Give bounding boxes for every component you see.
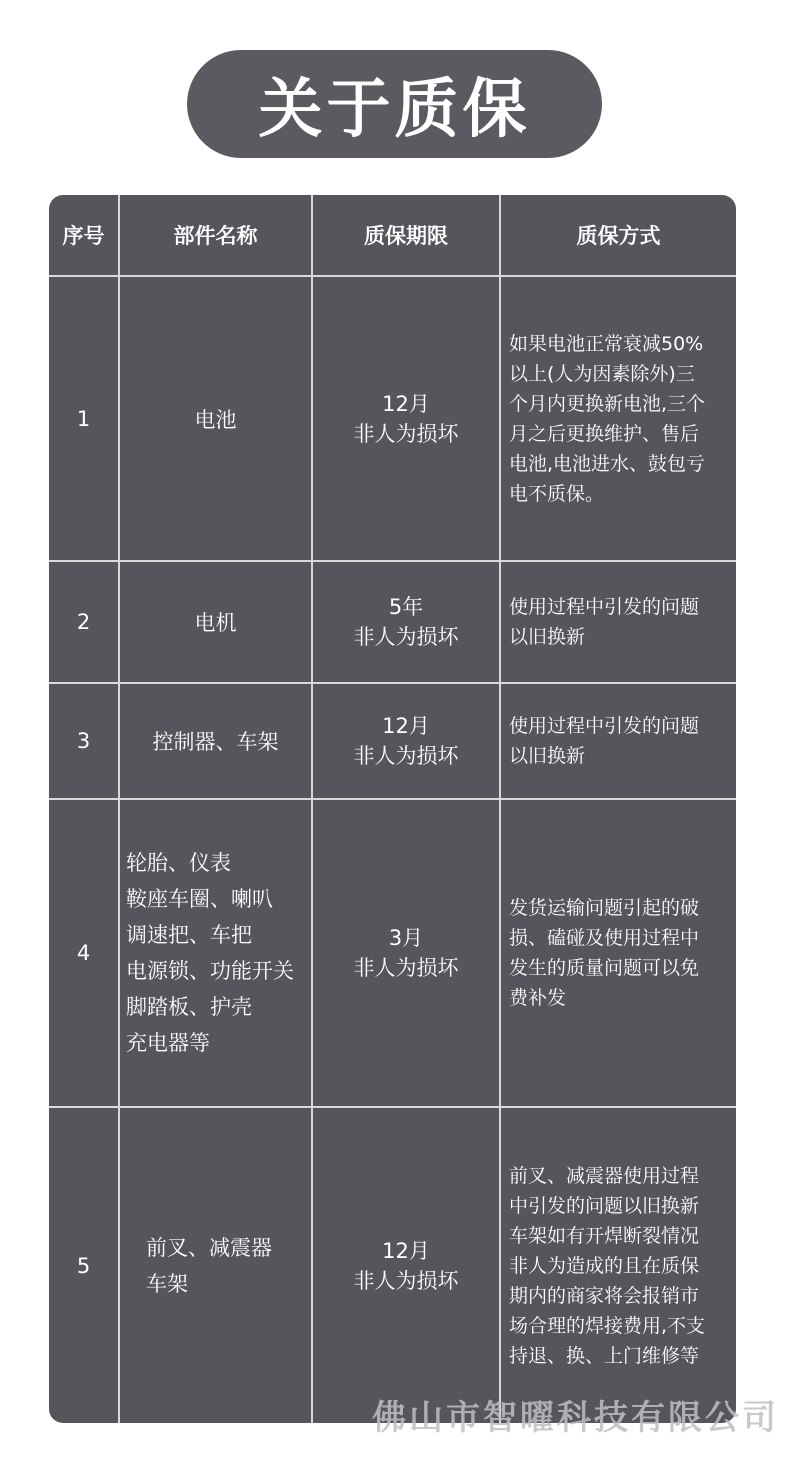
method-line: 车架如有开焊断裂情况 — [509, 1224, 700, 1247]
period-duration: 12月 — [382, 714, 430, 738]
warranty-method-cell — [500, 1107, 736, 1423]
company-watermark: 佛山市智曜科技有限公司 — [372, 1398, 779, 1438]
table-row — [49, 276, 736, 561]
part-name-line: 轮胎、仪表 — [126, 851, 231, 875]
warranty-table — [49, 195, 736, 1423]
row-number: 1 — [49, 276, 119, 561]
method-line: 前叉、减震器使用过程 — [509, 1164, 700, 1187]
method-line: 使用过程中引发的问题 — [509, 596, 700, 618]
row-number: 4 — [49, 799, 119, 1107]
period-condition: 非人为损坏 — [353, 421, 459, 446]
method-line: 个月内更换新电池,三个 — [509, 392, 706, 415]
header-warranty-period: 质保期限 — [312, 195, 500, 276]
part-name-cell — [119, 683, 312, 799]
period-duration: 12月 — [382, 391, 430, 416]
method-line: 损、磕碰及使用过程中 — [509, 927, 700, 949]
part-name-line: 脚踏板、护壳 — [126, 995, 252, 1019]
warranty-table-container — [49, 195, 736, 1423]
part-name-line: 电机 — [194, 611, 237, 635]
title-banner — [187, 50, 602, 158]
period-condition: 非人为损坏 — [353, 625, 459, 649]
period-duration: 5年 — [388, 595, 424, 619]
method-line: 电池,电池进水、鼓包亏 — [509, 452, 706, 475]
method-line: 如果电池正常衰减50% — [509, 332, 704, 355]
warranty-period-cell — [312, 561, 500, 683]
header-number: 序号 — [49, 195, 119, 276]
warranty-method-cell — [500, 799, 736, 1107]
period-condition: 非人为损坏 — [353, 956, 459, 980]
warranty-method-cell — [500, 683, 736, 799]
table-header-row — [49, 195, 736, 276]
table-row — [49, 561, 736, 683]
part-name-line: 电池 — [194, 407, 237, 432]
part-name-cell — [119, 276, 312, 561]
row-number: 3 — [49, 683, 119, 799]
method-line: 期内的商家将会报销市 — [509, 1284, 700, 1307]
period-condition: 非人为损坏 — [353, 744, 459, 768]
part-name-line: 鞍座车圈、喇叭 — [126, 887, 273, 911]
period-duration: 12月 — [382, 1238, 430, 1263]
method-line: 使用过程中引发的问题 — [509, 715, 700, 737]
table-row — [49, 799, 736, 1107]
row-number: 2 — [49, 561, 119, 683]
method-line: 发货运输问题引起的破 — [509, 897, 700, 919]
part-name-line: 电源锁、功能开关 — [126, 959, 294, 983]
method-line: 电不质保。 — [509, 482, 605, 505]
row-number: 5 — [49, 1107, 119, 1423]
table-row — [49, 683, 736, 799]
header-warranty-method: 质保方式 — [500, 195, 736, 276]
warranty-method-cell — [500, 276, 736, 561]
page-title: 关于质保 — [258, 73, 531, 147]
method-line: 中引发的问题以旧换新 — [509, 1194, 700, 1217]
warranty-period-cell — [312, 683, 500, 799]
period-condition: 非人为损坏 — [353, 1268, 459, 1293]
period-duration: 3月 — [388, 926, 424, 950]
table-row — [49, 1107, 736, 1423]
warranty-period-cell — [312, 276, 500, 561]
method-line: 以旧换新 — [509, 745, 586, 767]
method-line: 发生的质量问题可以免 — [509, 957, 700, 979]
method-line: 月之后更换维护、售后 — [509, 422, 700, 445]
part-name-line: 车架 — [146, 1271, 188, 1296]
method-line: 场合理的焊接费用,不支 — [509, 1314, 706, 1337]
part-name-cell — [119, 1107, 312, 1423]
part-name-line: 调速把、车把 — [126, 923, 252, 947]
part-name-cell — [119, 799, 312, 1107]
method-line: 费补发 — [509, 987, 567, 1009]
method-line: 非人为造成的且在质保 — [509, 1254, 700, 1277]
method-line: 以上(人为因素除外)三 — [509, 362, 695, 385]
part-name-line: 充电器等 — [126, 1031, 210, 1055]
method-line: 以旧换新 — [509, 626, 586, 648]
part-name-line: 控制器、车架 — [152, 730, 279, 754]
warranty-period-cell — [312, 1107, 500, 1423]
warranty-period-cell — [312, 799, 500, 1107]
method-line: 持退、换、上门维修等 — [509, 1344, 700, 1367]
part-name-line: 前叉、减震器 — [146, 1235, 272, 1260]
header-part-name: 部件名称 — [119, 195, 312, 276]
warranty-method-cell — [500, 561, 736, 683]
part-name-cell — [119, 561, 312, 683]
